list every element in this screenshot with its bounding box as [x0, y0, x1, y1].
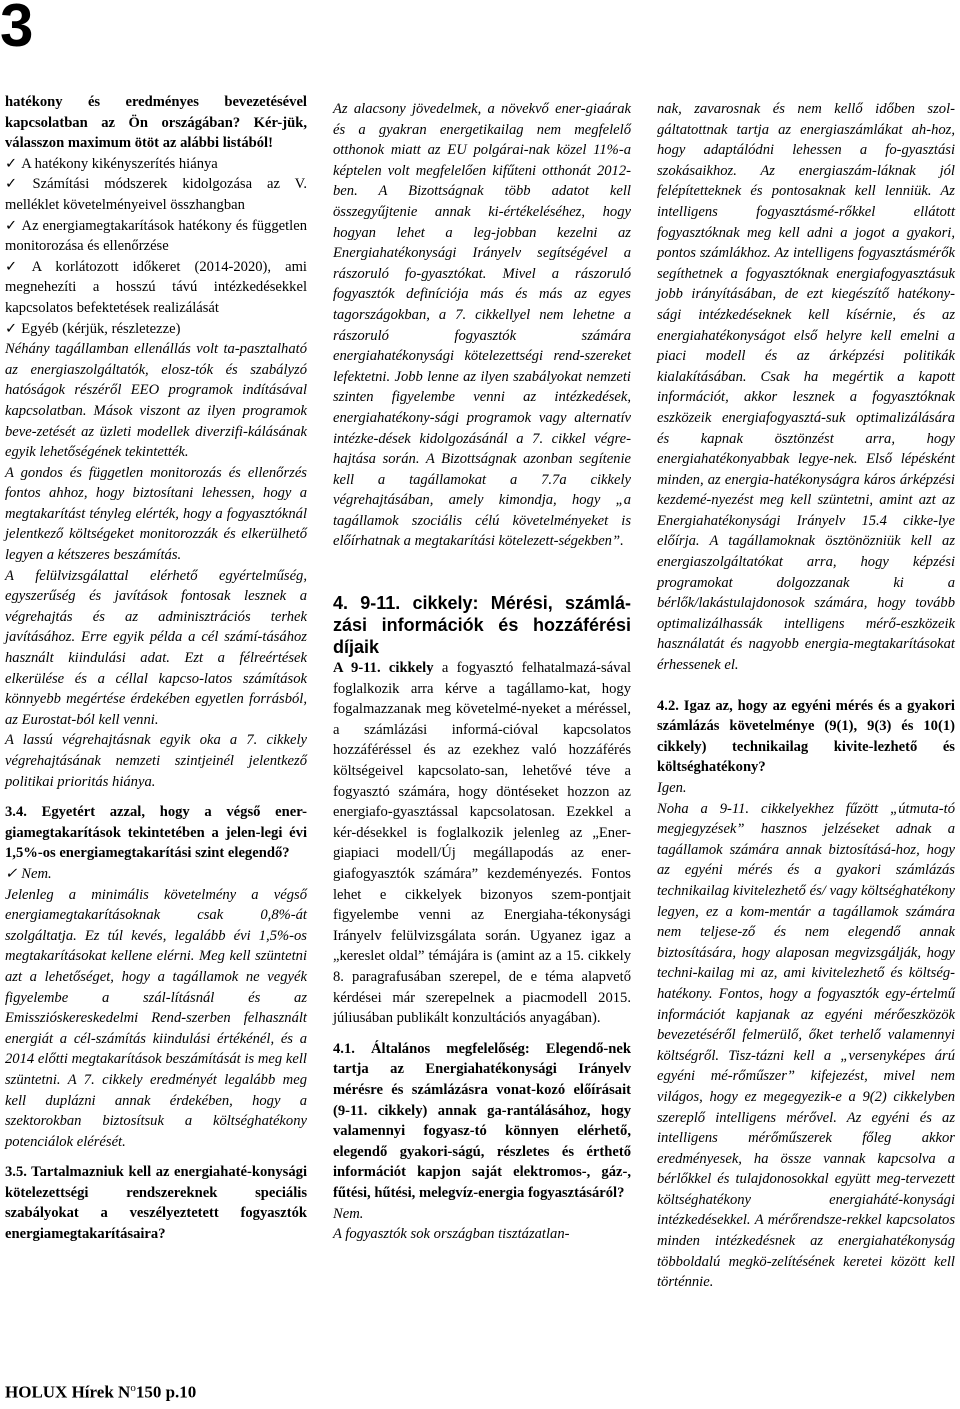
answer-label: Igen.: [657, 780, 687, 796]
option-item: ✓ A korlátozott időkeret (2014-2020), ami megnehezíti a hosszú távú intézkedésekkel kapcsolatos befektetések realizálását: [5, 257, 307, 319]
question-intro: hatékony és eredményes bevezetésével kapcsolatban az Ön országában? Kér-jük, válasszon maximum ötöt az alábbi listából!: [5, 94, 307, 152]
question-heading: 4.1. Általános megfelelőség: Elegendő-nek tartja az Energiahatékonysági Irányelv mérésre és számlázásra vonat-kozó előírásait (9-11. cikkely) annak ga-rantálásához, hogy valamennyi fogyasz-tó könnyen elérhető, elegendő gyakori-ságú, részletes és érthető információt kapjon saját elektromos-, gáz-, fűtési, hűtési, melegvíz-energia fogyasztásáról?: [333, 1040, 631, 1201]
checkmark-icon: [5, 218, 22, 234]
question-heading: 3.5. Tartalmazniuk kell az energiahaté-konysági kötelezettségi rendszereknek speciális szabályokat a veszélyeztetett fogyasztók energiamegtakarításaira?: [5, 1164, 307, 1243]
answer-paragraph: Az alacsony jövedelmek, a növekvő ener-giaárak és a gyakran energetikailag nem megfelelő otthonok miatt az EU polgárai-nak közel 11%-a képtelen volt megfelelően kifűteni otthonát 2012-ben. A Bizottságnak több adatot kell összegyűjtenie annak ki-értékeléséhez, hogy hogyan lehet a leg-jobban kezelni az Energiahatékonysági Irányelv segítségével a rászoruló fo-gyasztókat. Mivel a rászoruló fogyasztók definíciója más és más az egyes tagországokban, a 7. cikkellyel nem lehetne a rászoruló fogyasztók számára energiahatékonysági kötelezettségi rend-szereket lefektetni. Jobb lenne az ilyen szabályokat nemzeti szinten figyelembe venni az intézkedések, energiahatékony-sági programok vagy alternatív intézke-dések kidolgozásánál a 7. cikkel végre-hajtása során. A Bizottságnak azonban segítenie kell a tagállamokat a 7.7a cikkely végrehajtásában, amely kimondja, hogy „a tagállamok szociális célú követelményeket is előírhatnak a megtakarítási kötelezett-ségekben”.: [333, 101, 631, 550]
page-number: 3: [0, 0, 34, 59]
footer: HOLUX Hírek $N^o150$ p.10: [5, 1382, 197, 1402]
section-heading: 4. 9-11. cikkely: Mérési, számlá-zási információk és hozzáférési díjaik: [333, 593, 631, 658]
answer-paragraph: A felülvizsgálattal elérhető egyértelműség, egyszerűség és javítások fontosak lesznek a végrehajtás és az adminisztrációs terhek javításához. Erre egyik példa a cél számí-tásához használt kiindulási adat. Ezt a félreértések elkerülése és a céllal kapcso-latos számítások könnyebb megértése érdekében egyetlen forrásból, az Eurostat-ból kell venni.: [5, 567, 307, 728]
column-1: [5, 92, 307, 1245]
answer-check: ✓ Nem.: [5, 864, 307, 885]
answer-paragraph: Néhány tagállamban ellenállás volt ta-pasztalható az energiaszolgáltatók, elosz-tók és szabályzó hatóságok részéről EEO programok indításával kapcsolatban. Mások viszont az ilyen programok beve-zetését az üzleti modellek diverzifi-kálásának egyik lehetőségének tekintették.: [5, 341, 307, 461]
column-3: [657, 99, 955, 1293]
checkmark-icon: [5, 156, 21, 172]
question-heading: 3.4. Egyetért azzal, hogy a végső ener-giamegtakarítások tekintetében a jelen-legi évi 1,5%-os energiamegtakarítási szint elegendő?: [5, 804, 307, 862]
answer-label: Nem.: [333, 1205, 364, 1222]
answer-paragraph: A fogyasztók sok országban tisztázatlan-: [333, 1226, 570, 1243]
answer-paragraph: A gondos és független monitorozás és ellenőrzés fontos ahhoz, hogy biztosítani lehessen, hogy a megtakarítást tényleg elérték, hogy a fogyasztóknál jelentkező költségeket monitorozzák és elkerülhető legyen a kétszeres beszámítás.: [5, 464, 307, 564]
column-2: [333, 99, 631, 1245]
body-paragraph: A 9-11. cikkely a fogyasztó felhatalmazá-sával foglalkozik arra kérve a tagállamo-kat, hogy fogalmazzanak meg követelmé-nyeket a méréssel, a számlázási informá-cióval kapcsolatos hozzáféréssel és az ezekhez való hozzáférés költségeivel kapcsolato-san, lehetővé téve a fogyasztó számára, hogy döntéseket hozzon az energiafo-gyasztással kapcsolatosan. Ezekkel a kér-désekkel is foglalkozik jelenleg az „Ener-giapiaci modell/Új megállapodás az ener-giafogyasztók számára” kezdeményezés. Fontos lehet e cikkelyek bizonyos szem-pontjait figyelembe venni az Energiaha-tékonysági Irányelv felülvizsgálata során. Ugyanez igaz a „kereslet oldal” témájára is (amint az a 15. cikkely 8. paragrafusában szerepel, de e téma alapvető kérdései már szerepelnek a piacmodell 2015. júliusában publikált konzultációs anyagában).: [333, 660, 631, 1027]
checkmark-icon: [5, 176, 33, 192]
answer-paragraph: Jelenleg a minimális követelmény a végső energiamegtakarításoknak csak 0,8%-át szolgáltatja. Ez túl kevés, legalább évi 1,5%-os megtakarításokat kellene elérni. Meg kell szüntetni azt a lehetőséget, hogy a tagállamok ne vegyék figyelembe a szál-lításnál és az Emisszióskereskedelmi Rend-szerben felhasznált energiát a cél-számítás kiindulási értékénél, és a 2014 előtti megtakarítások beszámítását is meg kell szüntetni. A 7. cikkely eredményét legalább meg kell duplázni annak érdekében, hogy a szektorokban biztosítsuk a költséghatékony potenciálok elérését.: [5, 886, 307, 1150]
option-item: ✓ Az energiamegtakarítások hatékony és független monitorozása és ellenőrzése: [5, 216, 307, 257]
checkmark-icon: [5, 321, 21, 337]
option-item: ✓ A hatékony kikényszerítés hiánya: [5, 154, 307, 175]
answer-paragraph: nak, zavarosnak és nem kellő időben szol-gáltatottnak tartja az energiaszámlákat ah-hoz, hogy adaptálódni lehessen a fo-gyasztási szokásaikhoz. Az energiaszám-láknak jól felépítetteknek és pontosaknak kell lenniük. Az intelligens fogyasztásmé-rőkkel ellátott fogyasztóknak meg kell adni a jogot a gyakori, pontos számlákhoz. Az intelligens fogyasztásmérők segíthetnek a fogyasztóknak energiafogyasztásuk jobb irányításában, de ezt kiegészítő hatékony-sági intézkedéseknek kell kísérnie, és az energiahatékonyságot első helyre kell emelni a piaci modell és az árképzési politikák kialakításában. Csak ha megértik a kapott információt, akkor lesznek a fogyasztóknak eszközeik energiafogyasztá-suk optimalizálására és kapnak ösztönzést arra, hogy energiahatékonyabbak legye-nek. Első lépésként minden, az energia-hatékonyságra káros árképzési kezdemé-nyezést meg kell szüntetni, amint azt az Energiahatékonysági Irányelv 15.4 cikke-lye előírja. A tagállamoknak ösztönözniük kell az energiaszolgáltatókat arra, hogy képzési programokat dolgozzanak ki a bérlők/lakástulajdonosok számára, hogy tovább optimalizálhassák intelligens mérő-eszközeik használatát és nagyobb energia-megtakarításokat érhessenek el.: [657, 101, 955, 674]
answer-paragraph: A lassú végrehajtásnak egyik oka a 7. cikkely végrehajtásának nemzeti szintjeinél jelentkező politikai prioritás hiánya.: [5, 732, 307, 790]
option-item: ✓ Egyéb (kérjük, részletezze): [5, 319, 307, 340]
checkmark-icon: [5, 259, 32, 275]
checkmark-icon: [5, 866, 21, 882]
option-item: ✓ Számítási módszerek kidolgozása az V. melléklet követelményeivel összhangban: [5, 174, 307, 215]
question-heading: 4.2. Igaz az, hogy az egyéni mérés és a gyakori számlázás követelménye (9(1), 9(3) és 10(1) cikkely) technikailag kivite-lezhető és költséghatékony?: [657, 697, 955, 776]
answer-paragraph: Noha a 9-11. cikkelyekhez fűzött „útmuta-tó megjegyzések” hasznos jelzéseket adnak a tagállamok számára annak biztosításá-hoz, hogy az egyéni mérés és a gyakori számlázás technikailag kivitelezhető és/ vagy költséghatékony legyen, ez a kom-mentár a tagállamok számára nem teljese-ző és nem elegendő annak biztosítására, hogy alaposan megvizsgálják, hogy techni-kailag mi az, ami kivitelezhető és költség-hatékony. Fontos, hogy a fogyasztók egy-értelmű információt kapjanak az egyéni mérőeszközök bevezetéséről felmerülő, őket terhelő valamennyi költségről. Tisz-tázni kell a „versenyképes árú egyéni mé-rőműszer” kifejezést, mivel nem világos, hogy ez megegyezik-e a 9(2) cikkelyben szereplő intelligens mérővel. Az egyéni és az intelligens mérőműszerek főleg akkor eredményesek, ha össze vannak kapcsolva a bérlőkkel és tulajdonosokkal együtt meg-tervezett költséghatékony energiaháté-konysági intézkedésekkel. A mérőrendsze-rekkel kapcsolatos minden intézkedésnek az energiahatékonyság többoldalú megkö-zelítésének keretei között kell történnie.: [657, 800, 955, 1291]
